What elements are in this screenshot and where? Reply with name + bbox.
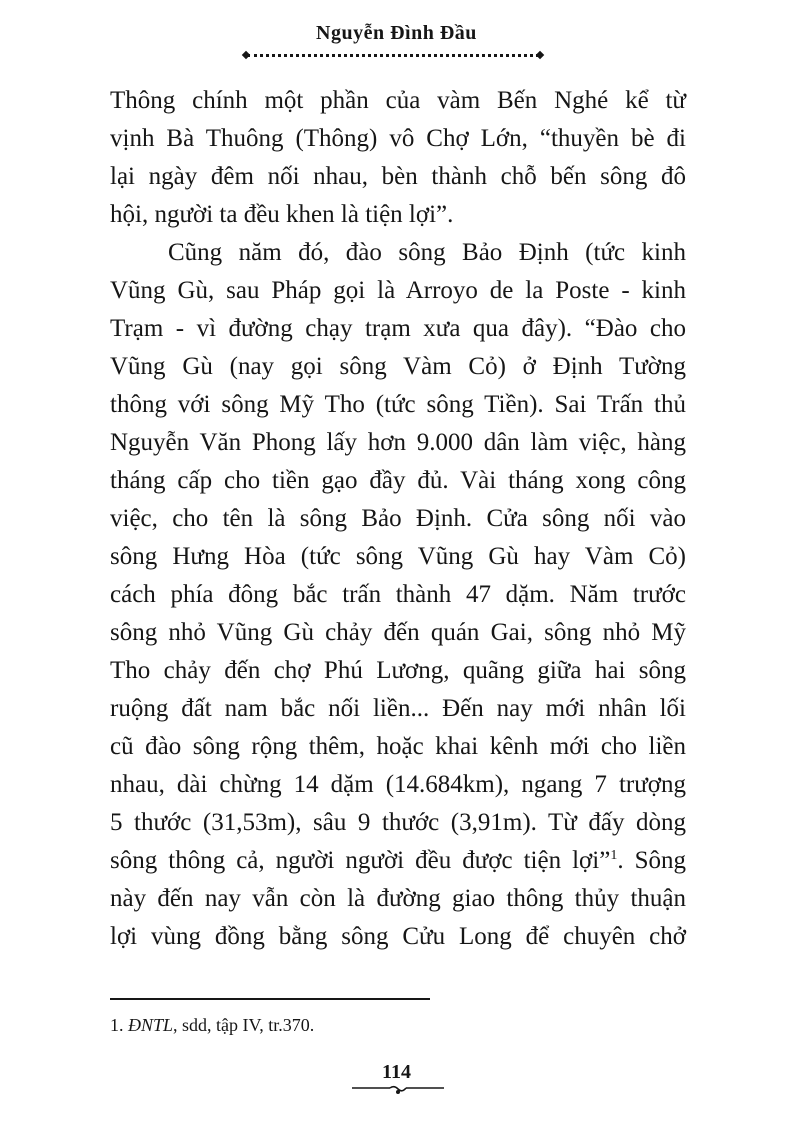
text-line: Thông chính một phần của vàm Bến Nghé kể từ <box>110 87 686 114</box>
text-line: việc, cho tên là sông Bảo Định. Cửa sông nối vào <box>110 505 686 532</box>
text-line: ruộng đất nam bắc nối liền... Đến nay mới nhân lối <box>110 695 686 722</box>
text-line: lợi vùng đồng bằng sông Cửu Long để chuyên chở <box>110 923 686 950</box>
text-line: vịnh Bà Thuông (Thông) vô Chợ Lớn, “thuyền bè đi <box>110 125 686 152</box>
text-line: 5 thước (31,53m), sâu 9 thước (3,91m). Từ đấy dòng <box>110 809 686 836</box>
header-title: Nguyễn Đình Đầu <box>316 22 477 44</box>
header-rule <box>247 54 539 57</box>
footnote-text: , sdd, tập IV, tr.370. <box>173 1015 315 1035</box>
text-line: Cũng năm đó, đào sông Bảo Định (tức kinh <box>168 239 686 266</box>
footnote-number: 1. <box>110 1015 124 1035</box>
text-line: Vũng Gù (nay gọi sông Vàm Cỏ) ở Định Tường <box>110 353 686 380</box>
paragraph-1 <box>110 82 686 234</box>
footnote-source: ĐNTL <box>128 1015 174 1035</box>
text-line: Nguyễn Văn Phong lấy hơn 9.000 dân làm việc, hàng <box>110 429 686 456</box>
text-line: này đến nay vẫn còn là đường giao thông thủy thuận <box>110 885 686 912</box>
text-line: Tho chảy đến chợ Phú Lương, quãng giữa hai sông <box>110 657 686 684</box>
paragraph-2 <box>110 234 686 956</box>
text-line: thông với sông Mỹ Tho (tức sông Tiền). Sai Trấn thủ <box>110 391 686 418</box>
text-line: hội, người ta đều khen là tiện lợi”. <box>110 201 454 228</box>
text-line: lại ngày đêm nối nhau, bèn thành chỗ bến sông đô <box>110 163 686 190</box>
text-line: cách phía đông bắc trấn thành 47 dặm. Năm trước <box>110 581 686 608</box>
text-line: Vũng Gù, sau Pháp gọi là Arroyo de la Poste - kinh <box>110 277 686 304</box>
text-segment: . Sông <box>617 847 686 874</box>
header-rule-right-ornament <box>536 51 544 59</box>
page-number-ornament <box>350 1084 446 1096</box>
text-line: Trạm - vì đường chạy trạm xưa qua đây). “Đào cho <box>110 315 686 342</box>
text-line: cũ đào sông rộng thêm, hoặc khai kênh mới cho liền <box>110 733 686 760</box>
text-line: nhau, dài chừng 14 dặm (14.684km), ngang 7 trượng <box>110 771 686 798</box>
text-line: sông nhỏ Vũng Gù chảy đến quán Gai, sông nhỏ Mỹ <box>110 619 686 646</box>
header-rule-left-ornament <box>242 51 250 59</box>
footnote <box>110 1014 314 1036</box>
footnote-ref[interactable]: 1 <box>610 848 618 863</box>
text-line: sông Hưng Hòa (tức sông Vũng Gù hay Vàm Cỏ) <box>110 543 686 570</box>
text-segment: sông thông cả, người người đều được tiện lợi” <box>110 847 611 874</box>
page-number: 114 <box>382 1061 411 1083</box>
text-line: tháng cấp cho tiền gạo đầy đủ. Vài tháng xong công <box>110 467 686 494</box>
text-line-with-footnote-ref <box>110 842 686 880</box>
body-text <box>110 82 686 956</box>
footnote-separator <box>110 998 430 1000</box>
